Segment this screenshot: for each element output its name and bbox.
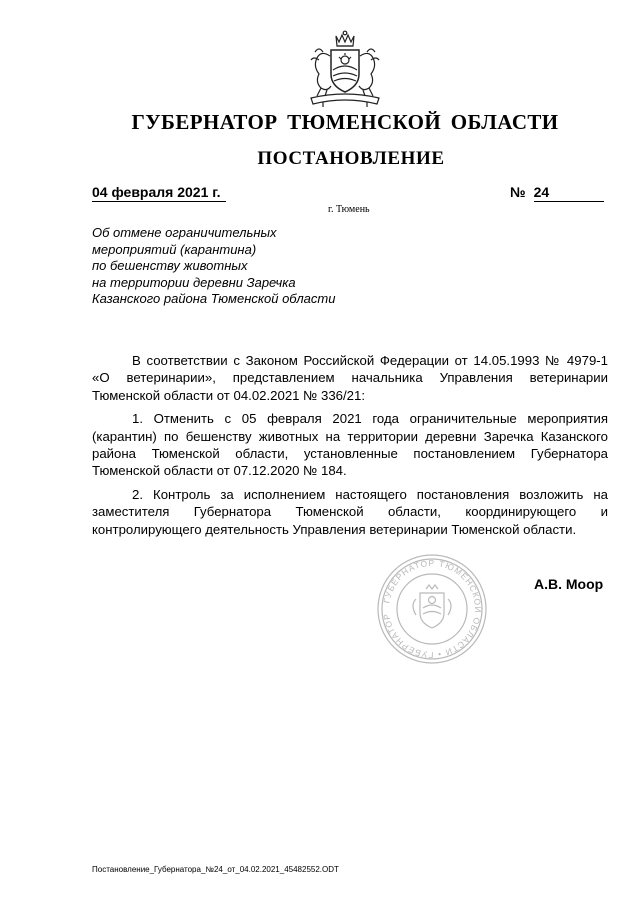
body-paragraph-item-1: 1. Отменить с 05 февраля 2021 года ограничительные мероприятия (карантин) по бешенству животных на территории деревни Заречка Казанского района Тюменской области, установленные постановлением Губернатора Тюменской области от 07.12.2020 № 184. (92, 411, 608, 479)
number-sign: № (510, 184, 526, 200)
body-paragraph-preamble: В соответствии с Законом Российской Федерации от 14.05.1993 № 4979-1 «О ветеринарии», представлением начальника Управления ветеринарии Тюменской области от 04.02.2021 № 336/21: (92, 353, 608, 403)
document-date: 04 февраля 2021 г. (92, 184, 226, 202)
document-number: 24 (534, 184, 604, 202)
document-body (92, 352, 608, 544)
document-number-field (510, 184, 603, 202)
subject-line: Об отмене ограничительных (92, 225, 277, 240)
document-type-heading: ПОСТАНОВЛЕНИЕ (257, 148, 445, 169)
subject-line: Казанского района Тюменской области (92, 291, 336, 306)
authority-title: ГУБЕРНАТОР ТЮМЕНСКОЙ ОБЛАСТИ (131, 110, 559, 134)
subject-line: по бешенству животных (92, 258, 248, 273)
subject-line: на территории деревни Заречка (92, 274, 296, 290)
body-paragraph-item-2: 2. Контроль за исполнением настоящего постановления возложить на заместителя Губернатора Тюменской области, координирующего и контролирующего деятельность Управления ветеринарии Тюменской области. (92, 486, 608, 537)
subject-line: мероприятий (карантина) (92, 241, 257, 257)
document-subject (92, 225, 392, 308)
city-label: г. Тюмень (328, 204, 370, 215)
official-seal-icon (376, 553, 488, 665)
svg-text:ГУБЕРНАТОР ТЮМЕНСКОЙ ОБЛАСТИ •: ГУБЕРНАТОР ТЮМЕНСКОЙ ОБЛАСТИ • ГУБЕРНАТОР (381, 557, 484, 661)
signatory-name: А.В. Моор (534, 576, 604, 592)
footer-filename: Постановление_Губернатора_№24_от_04.02.2021_45482552.ODT (92, 865, 339, 874)
coat-of-arms-icon (303, 30, 387, 108)
